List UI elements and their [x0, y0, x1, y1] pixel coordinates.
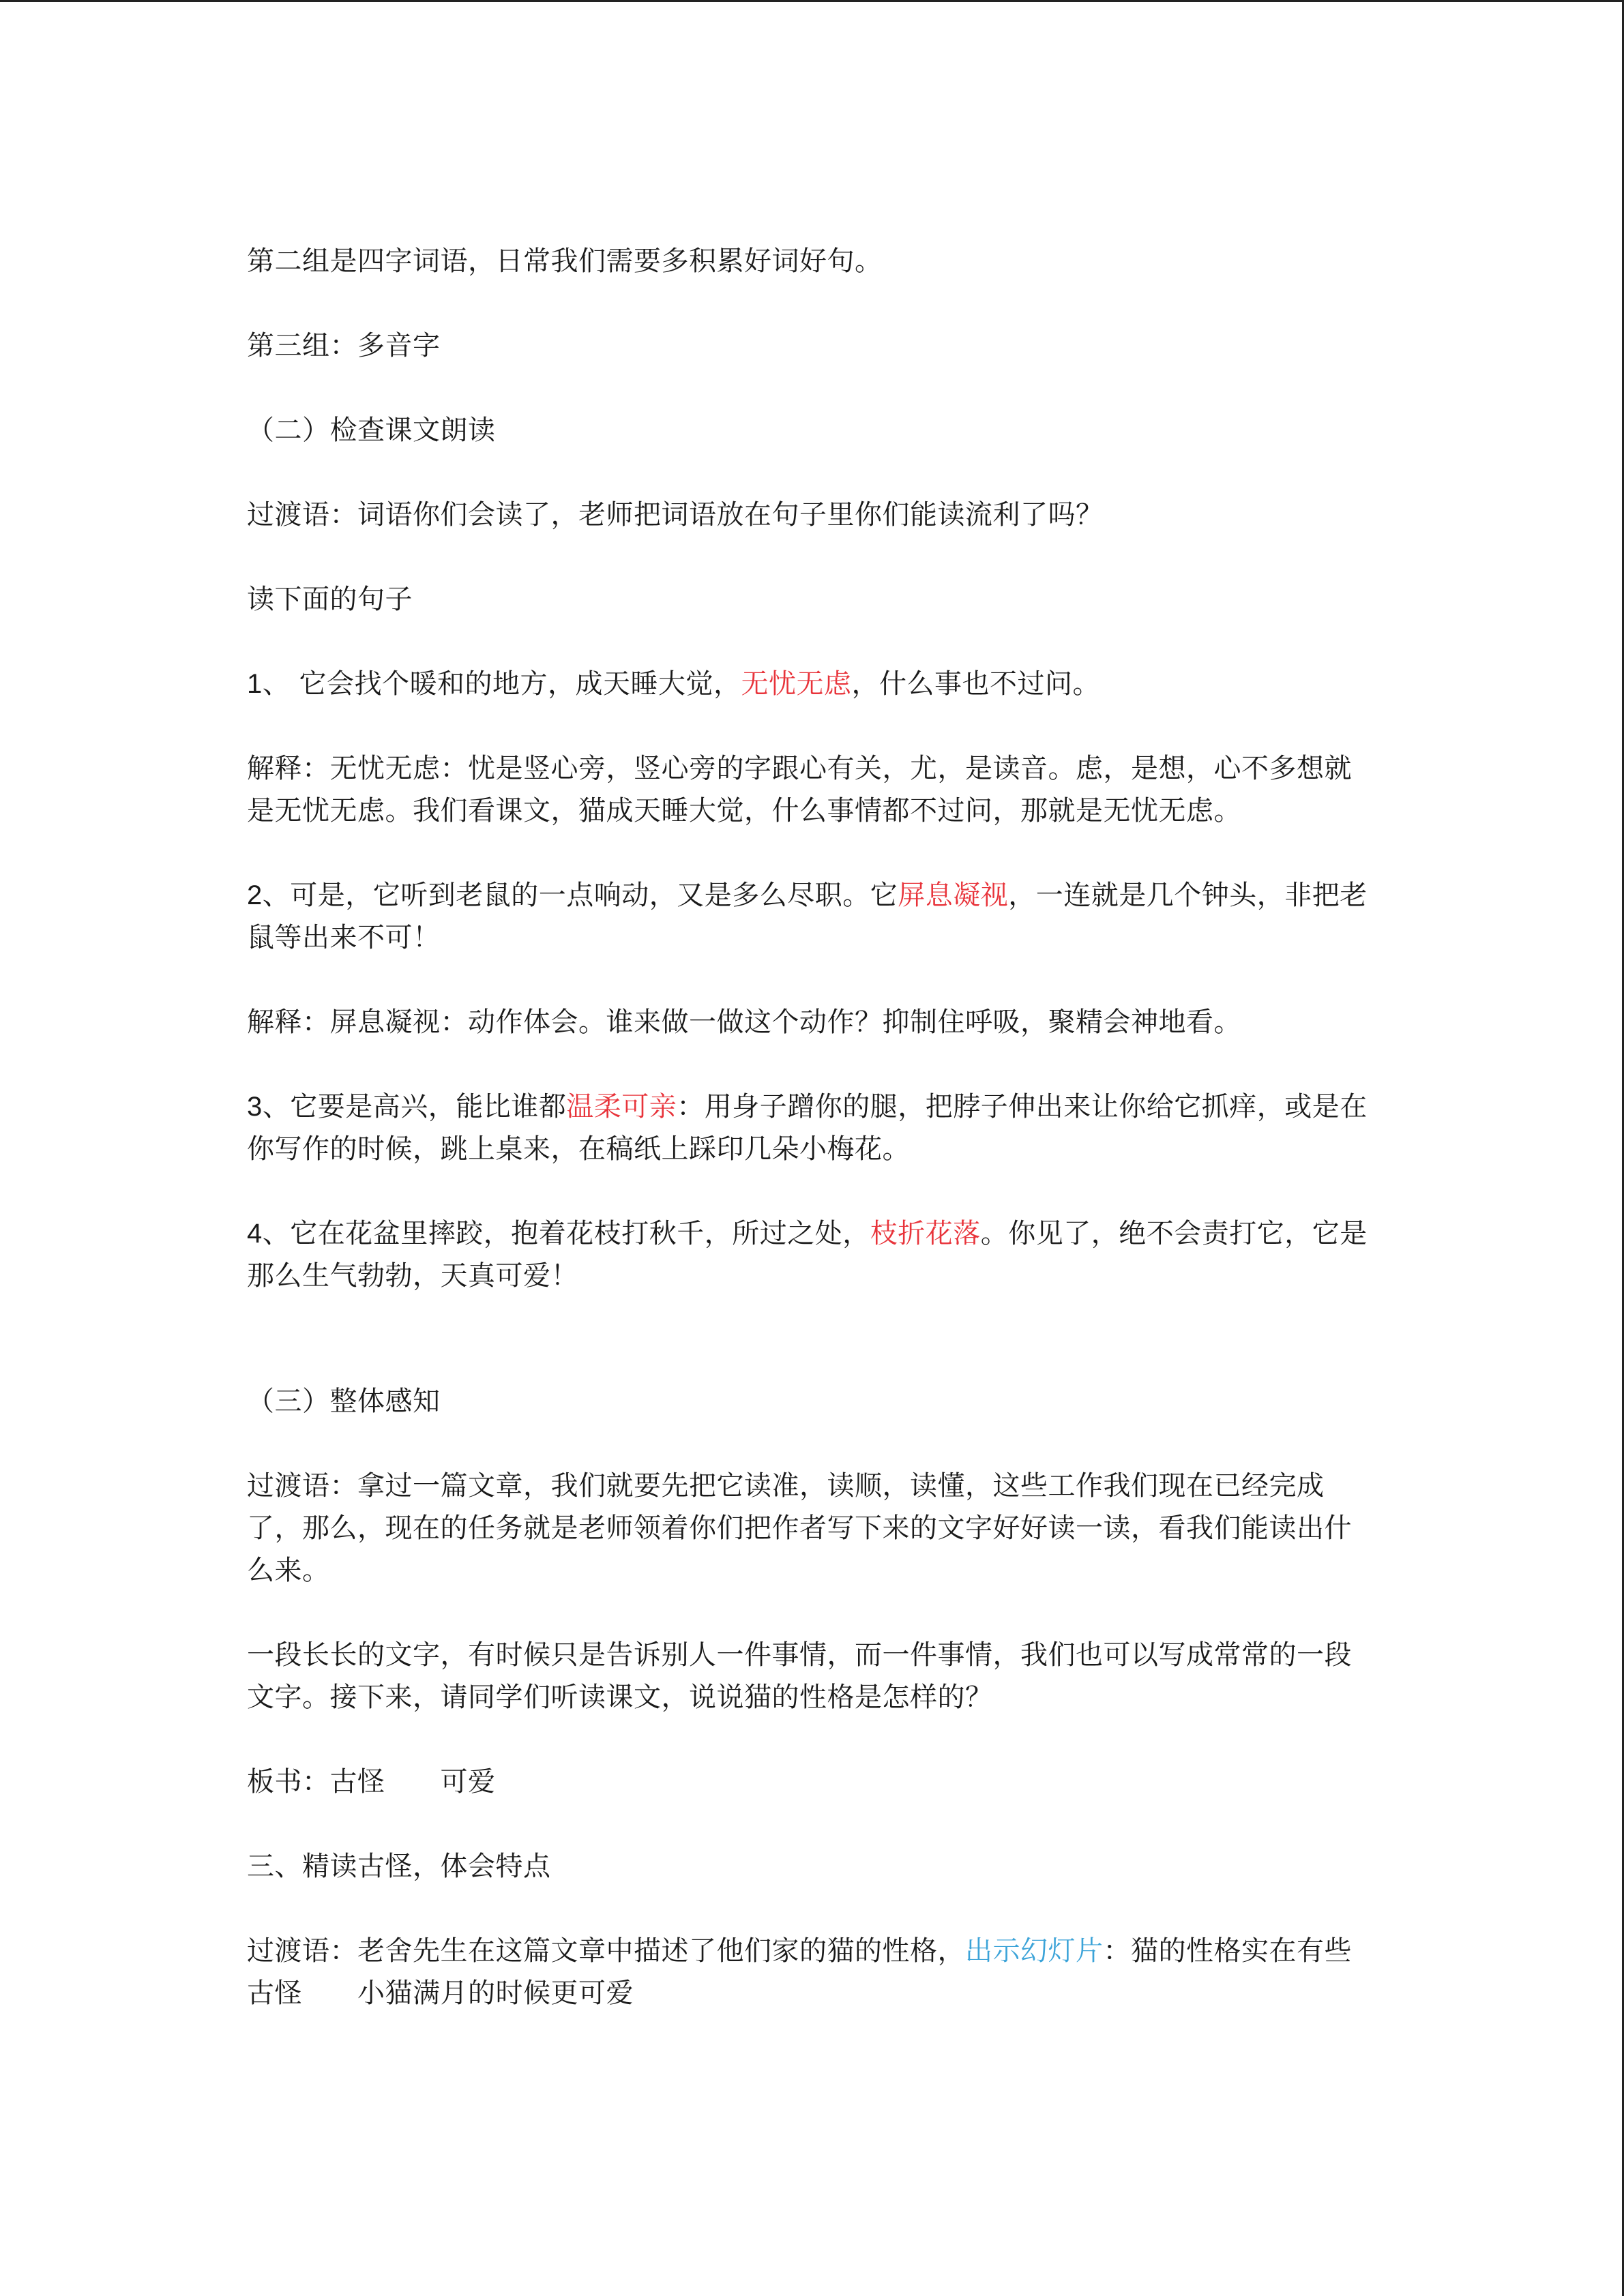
explanation-2: 解释：屏息凝视：动作体会。谁来做一做这个动作？抑制住呼吸，聚精会神地看。 — [247, 1007, 1241, 1038]
highlighted-phrase: 屏息凝视 — [898, 880, 1009, 911]
sentence-number: 1 — [247, 669, 263, 699]
paragraph-transition-2: 过渡语：拿过一篇文章，我们就要先把它读准，读顺，读懂，这些工作我们现在已经完成了，那么，现在的任务就是老师领着你们把作者写下来的文字好好读一读，看我们能读出什么来。 — [247, 1470, 1352, 1586]
sentence-text: ，什么事也不过问。 — [851, 668, 1100, 700]
paragraph-blackboard: 板书：古怪 可爱 — [247, 1766, 496, 1798]
sentence-text: ，一连就是几个钟头，非把老鼠等出来不可！ — [247, 880, 1368, 953]
sentence-1 — [247, 663, 1379, 705]
sentence-text: 、可是，它听到老鼠的一点响动，又是多么尽职。它 — [262, 880, 898, 911]
page-border-top — [0, 0, 1624, 2]
explanation-1: 解释：无忧无虑：忧是竖心旁，竖心旁的字跟心有关，尤，是读音。虑，是想，心不多想就是无忧无虑。我们看课文，猫成天睡大觉，什么事情都不过问，那就是无忧无虑。 — [247, 753, 1352, 826]
document-body — [247, 240, 1379, 2057]
paragraph-text: ：猫的性格实在有些古怪 小猫满月的时候更可爱 — [247, 1935, 1352, 2009]
sentence-3 — [247, 1086, 1379, 1170]
highlighted-phrase: 枝折花落 — [870, 1218, 981, 1249]
sentence-text: 、 它会找个暖和的地方，成天睡大觉， — [262, 668, 741, 700]
sentence-number: 4 — [247, 1219, 263, 1249]
paragraph-transition-1: 过渡语：词语你们会读了，老师把词语放在句子里你们能读流利了吗？ — [247, 499, 1104, 531]
highlighted-phrase: 无忧无虑 — [741, 668, 852, 700]
paragraph-transition-3 — [247, 1930, 1379, 2014]
slide-cue: 出示幻灯片 — [965, 1935, 1104, 1967]
highlighted-phrase: 温柔可亲 — [566, 1091, 677, 1122]
sentence-2 — [247, 874, 1379, 959]
sentence-text: ：用身子蹭你的腿，把脖子伸出来让你给它抓痒，或是在你写作的时候，跳上桌来，在稿纸上踩印几朵小梅花。 — [247, 1091, 1368, 1165]
sentence-text: 。你见了，绝不会责打它，它是那么生气勃勃，天真可爱！ — [247, 1218, 1368, 1292]
paragraph-text: 过渡语：老舍先生在这篇文章中描述了他们家的猫的性格， — [247, 1935, 965, 1967]
sentence-4 — [247, 1212, 1379, 1297]
section-heading-close-reading: 三、精读古怪，体会特点 — [247, 1851, 551, 1882]
section-heading-overall-perception: （三）整体感知 — [247, 1386, 441, 1417]
sentence-text: 、它在花盆里摔跤，抱着花枝打秋千，所过之处， — [262, 1218, 870, 1249]
sentence-number: 3 — [247, 1092, 263, 1122]
paragraph-group-two: 第二组是四字词语，日常我们需要多积累好词好句。 — [247, 245, 883, 277]
section-heading-check-reading: （二）检查课文朗读 — [247, 415, 496, 446]
paragraph-group-three: 第三组：多音字 — [247, 330, 441, 361]
sentence-number: 2 — [247, 880, 263, 910]
sentence-text: 、它要是高兴，能比谁都 — [262, 1091, 567, 1122]
paragraph-long-text: 一段长长的文字，有时候只是告诉别人一件事情，而一件事情，我们也可以写成常常的一段文字。接下来，请同学们听读课文，说说猫的性格是怎样的？ — [247, 1639, 1352, 1713]
paragraph-read-sentences: 读下面的句子 — [247, 584, 413, 615]
